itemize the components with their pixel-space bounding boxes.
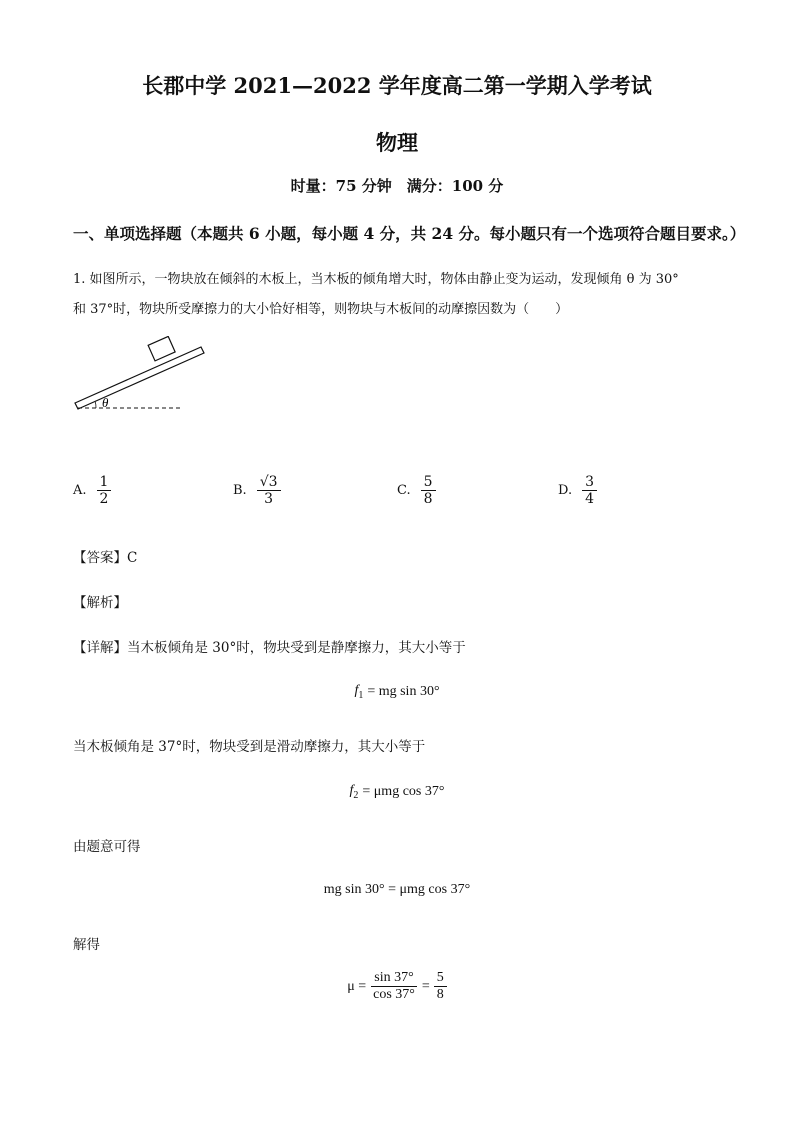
answer-value: C [127,550,138,566]
text-3: 由题意可得 [73,839,141,855]
subject-title: 物理 [376,130,418,155]
option-c-fraction: $\frac{5}{8}$ [421,474,436,507]
option-b-fraction: $\frac{√3}{3}$ [257,474,281,507]
incline-figure [70,336,210,416]
option-a-fraction: $\frac{1}{2}$ [97,474,112,507]
equation-4-fraction-2: $\frac{5}{8}$ [434,970,447,1003]
text-4: 解得 [73,937,100,953]
question1-line2: 和 37°时，物块所受摩擦力的大小恰好相等，则物块与木板间的动摩擦因数为（ ） [73,302,569,317]
option-d[interactable]: D. $\frac{3}{4}$ [558,474,597,507]
equation-2: $f_2$ = μmg cos 37° [349,783,445,801]
detail-line [73,636,466,656]
question1-line1: 1. 如图所示，一物块放在倾斜的木板上，当木板的倾角增大时，物体由静止变为运动，发现倾角 θ 为 30° [73,272,679,287]
incline-board [75,347,204,409]
exam-title: 长郡中学 2021—2022 学年度高二第一学期入学考试 [142,73,652,98]
detail-tag: 【详解】 [73,640,127,656]
option-d-fraction: $\frac{3}{4}$ [582,474,597,507]
answer-tag: 【答案】 [73,550,127,566]
theta-label: θ [102,395,109,410]
analysis-tag: 【解析】 [73,595,127,611]
option-b[interactable]: B. $\frac{√3}{3}$ [233,474,281,507]
section-heading: 一、单项选择题（本题共 6 小题，每小题 4 分，共 24 分。每小题只有一个选项符合题目要求。） [73,224,746,243]
option-c[interactable]: C. $\frac{5}{8}$ [397,474,436,507]
equation-4-fraction-1: $\frac{\sin 37^\circ}{\cos 37^\circ}$ [373,970,415,1003]
option-a[interactable]: A. $\frac{1}{2}$ [73,474,111,507]
equation-1: $f_1$ = mg sin 30° [354,683,440,701]
detail-text: 当木板倾角是 30°时，物块受到是静摩擦力，其大小等于 [127,640,466,656]
block [148,336,175,360]
equation-4: μ = $\frac{\sin 37^\circ}{\cos 37^\circ}$ = $\frac{5}{8}$ [0,970,794,1003]
answer-line [73,546,137,566]
text-2: 当木板倾角是 37°时，物块受到是滑动摩擦力，其大小等于 [73,739,426,755]
exam-meta: 时量：75 分钟 满分：100 分 [290,177,504,195]
angle-arc [95,401,96,408]
equation-3: mg sin 30° = μmg cos 37° [323,882,471,897]
